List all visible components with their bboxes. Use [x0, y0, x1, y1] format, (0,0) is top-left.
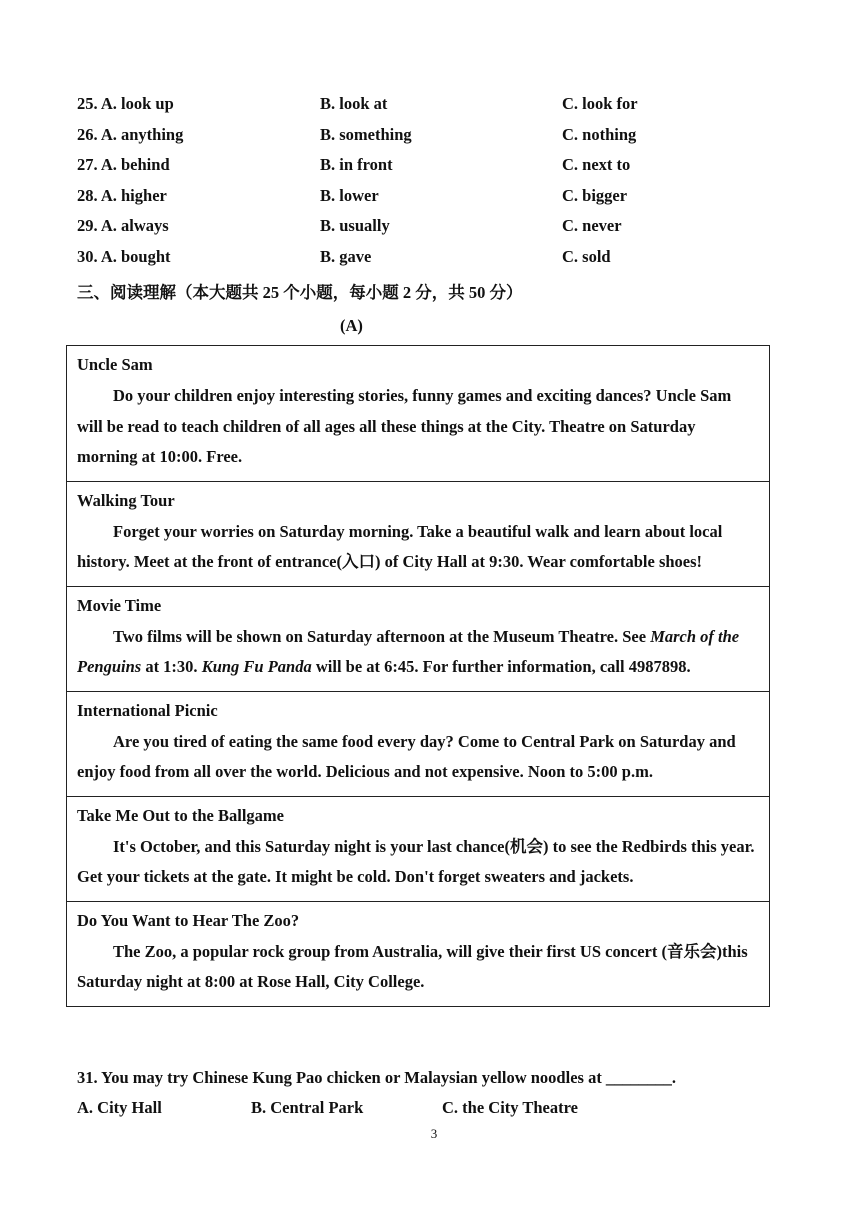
ad-box	[67, 901, 769, 1006]
ad-body-text: Forget your worries on Saturday morning. Take a beautiful walk and learn about local history. Meet at the front of entrance(入口) of City Hall at 9:30. Wear comfortable shoes!	[77, 521, 723, 571]
option-b: B. look at	[320, 94, 388, 113]
ad-table	[66, 345, 770, 1007]
option-b: B. usually	[320, 216, 390, 235]
option-row	[77, 155, 777, 179]
ad-body	[77, 832, 759, 893]
ad-body-text: at 1:30.	[141, 657, 202, 676]
ad-title: Do You Want to Hear The Zoo?	[77, 910, 300, 930]
option-b: B. in front	[320, 155, 393, 174]
option-row	[77, 216, 777, 240]
option-b: B. gave	[320, 246, 372, 266]
option-c: C. nothing	[562, 124, 637, 144]
choice-b: B. Central Park	[251, 1098, 364, 1117]
ad-body-italic: Kung Fu Panda	[201, 657, 312, 676]
option-c: C. look for	[562, 94, 638, 113]
ad-body-text: The Zoo, a popular rock group from Australia, will give their first US concert (音乐会)this Saturday night at 8:00 at Rose Hall, City College.	[77, 941, 748, 991]
option-a: 25. A. look up	[77, 94, 174, 113]
section-heading: 三、阅读理解（本大题共 25 个小题，每小题 2 分，共 50 分）	[77, 283, 523, 302]
passage-label: (A)	[340, 316, 363, 335]
ad-body-text: Are you tired of eating the same food every day? Come to Central Park on Saturday and enjoy food from all over the world. Delicious and not expensive. Noon to 5:00 p.m.	[77, 731, 736, 781]
option-b: B. lower	[320, 185, 379, 205]
ad-body	[77, 381, 759, 473]
ad-body-italic: March of the Penguins	[77, 626, 740, 676]
option-c: C. never	[562, 216, 622, 235]
ad-box	[67, 481, 769, 586]
option-a: 26. A. anything	[77, 124, 184, 144]
ad-body	[77, 937, 759, 998]
question-31: 31. You may try Chinese Kung Pao chicken or Malaysian yellow noodles at ________.	[77, 1068, 677, 1087]
option-a: 29. A. always	[77, 216, 169, 235]
option-row	[77, 186, 777, 210]
option-a: 30. A. bought	[77, 246, 171, 266]
option-row	[77, 94, 777, 118]
ad-box	[67, 691, 769, 796]
ad-box	[67, 586, 769, 691]
question-31-choices	[77, 1098, 777, 1122]
ad-body-text: will be at 6:45. For further information, call 4987898.	[311, 657, 691, 676]
option-c: C. next to	[562, 155, 631, 174]
option-c: C. sold	[562, 246, 611, 266]
ad-body-text: It's October, and this Saturday night is your last chance(机会) to see the Redbirds this year. Get your tickets at the gate. It might be cold. Don't forget sweaters and jackets.	[77, 836, 755, 886]
ad-title: Movie Time	[77, 595, 162, 615]
ad-body	[77, 622, 759, 683]
ad-title: Walking Tour	[77, 490, 175, 510]
ad-title: Take Me Out to the Ballgame	[77, 805, 284, 825]
ad-body	[77, 517, 759, 578]
ad-box	[67, 796, 769, 901]
ad-title: Uncle Sam	[77, 355, 153, 374]
option-a: 28. A. higher	[77, 185, 167, 205]
page-number: 3	[430, 1126, 438, 1141]
option-row	[77, 247, 777, 271]
ad-body-text: Do your children enjoy interesting stories, funny games and exciting dances? Uncle Sam will be read to teach children of all ages all these things at the City. Theatre on Saturday morning at 10:00. Free.	[77, 386, 732, 466]
option-b: B. something	[320, 124, 412, 144]
option-c: C. bigger	[562, 185, 628, 205]
option-row	[77, 125, 777, 149]
ad-body-text: Two films will be shown on Saturday afternoon at the Museum Theatre. See	[113, 626, 651, 646]
choice-a: A. City Hall	[77, 1098, 162, 1117]
ad-box	[67, 346, 769, 481]
ad-body	[77, 727, 759, 788]
choice-c: C. the City Theatre	[442, 1098, 578, 1117]
ad-title: International Picnic	[77, 700, 218, 720]
option-a: 27. A. behind	[77, 155, 170, 174]
